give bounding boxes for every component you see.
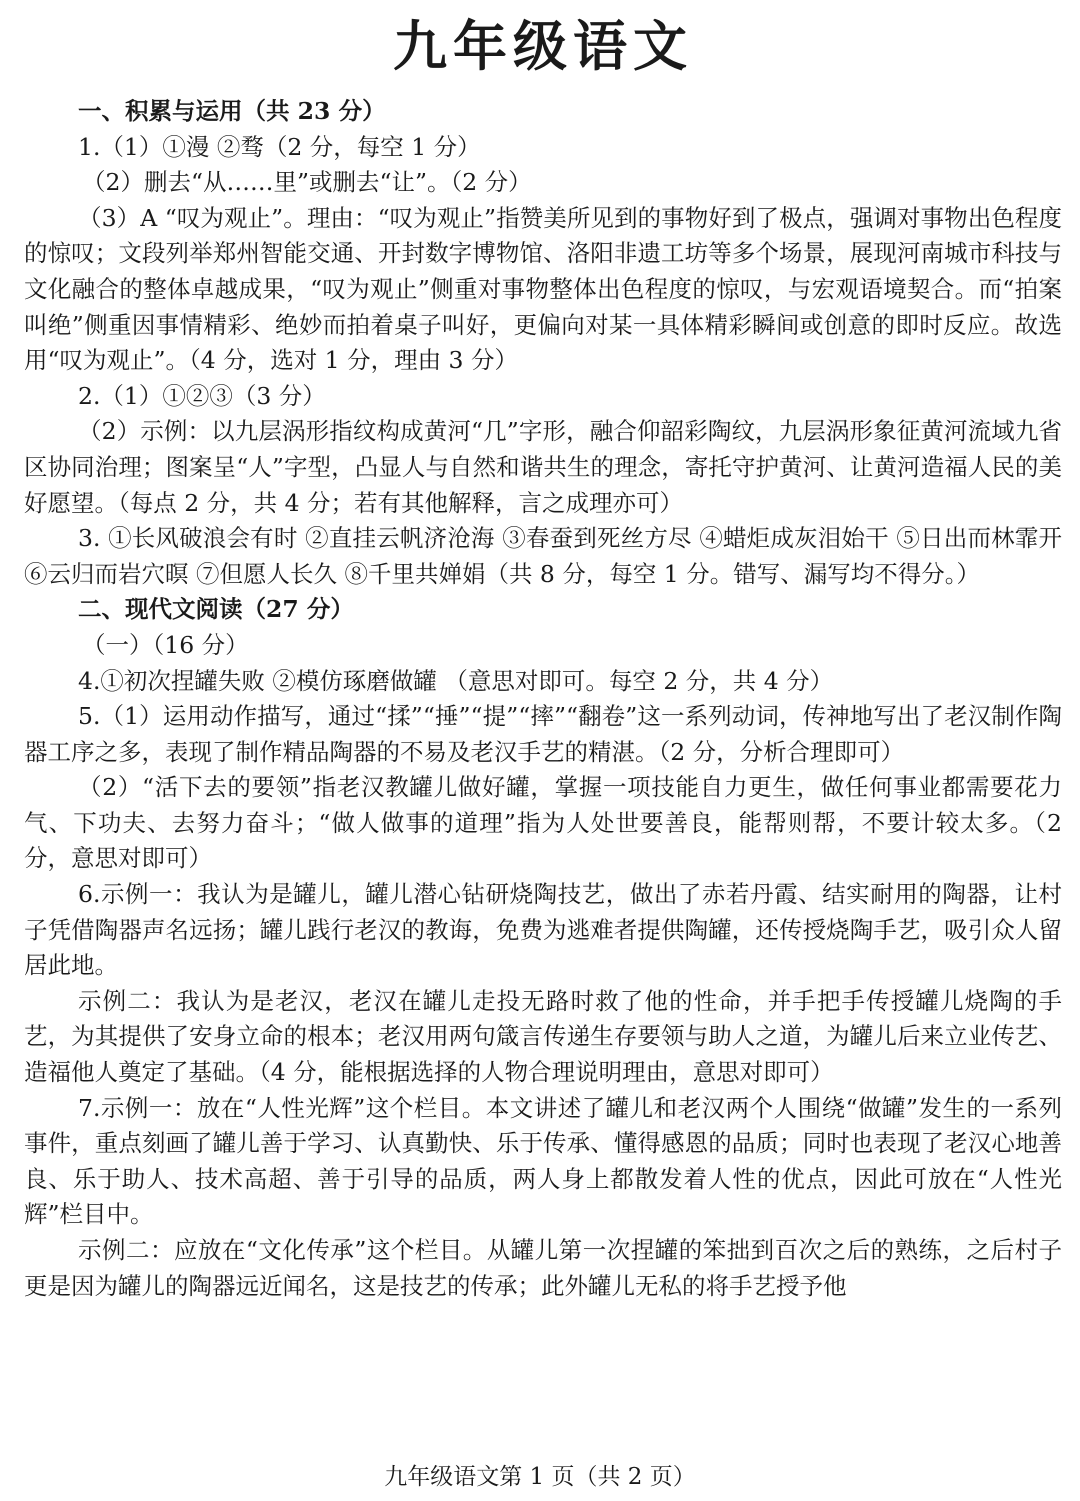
answer-q1-3: （3）A “叹为观止”。理由：“叹为观止”指赞美所见到的事物好到了极点，强调对事物出色程度的惊叹；文段列举郑州智能交通、开封数字博物馆、洛阳非遗工坊等多个场景，展现河南城市科技与文化融合的整体卓越成果，“叹为观止”侧重对事物整体出色程度的惊叹，与宏观语境契合。而“拍案叫绝”侧重因事情精彩、绝妙而拍着桌子叫好，更偏向对某一具体精彩瞬间或创意的即时反应。故选用“叹为观止”。（4 分，选对 1 分，理由 3 分） <box>24 203 1062 375</box>
subsection-heading-1: （一）（16 分） <box>82 630 249 659</box>
answer-q7-example-1: 7.示例一：放在“人性光辉”这个栏目。本文讲述了罐儿和老汉两个人围绕“做罐”发生的一系列事件，重点刻画了罐儿善于学习、认真勤快、乐于传承、懂得感恩的品质；同时也表现了老汉心地善良、乐于助人、技术高超、善于引导的品质，两人身上都散发着人性的优点，因此可放在“人性光辉”栏目中。 <box>24 1093 1062 1229</box>
answer-q5-1: 5.（1）运用动作描写，通过“揉”“捶”“提”“摔”“翻卷”这一系列动词，传神地写出了老汉制作陶器工序之多，表现了制作精品陶器的不易及老汉手艺的精湛。（2 分，分析合理即可） <box>24 702 1062 766</box>
answer-q6-example-2: 示例二：我认为是老汉，老汉在罐儿走投无路时救了他的性命，并手把手传授罐儿烧陶的手艺，为其提供了安身立命的根本；老汉用两句箴言传递生存要领与助人之道，为罐儿后来立业传艺、造福他人奠定了基础。（4 分，能根据选择的人物合理说明理由，意思对即可） <box>24 986 1062 1087</box>
answer-q1-2: （2）删去“从……里”或删去“让”。（2 分） <box>82 168 532 197</box>
section-heading-accumulation: 一、积累与运用（共 23 分） <box>78 97 386 125</box>
answer-q5-2: （2）“活下去的要领”指老汉教罐儿做好罐，掌握一项技能自力更生，做任何事业都需要花力气、下功夫、去努力奋斗；“做人做事的道理”指为人处世要善良，能帮则帮，不要计较太多。（2 分，意思对即可） <box>24 773 1062 873</box>
section-heading-reading: 二、现代文阅读（27 分） <box>78 595 354 624</box>
answer-q6-example-1: 6.示例一：我认为是罐儿，罐儿潜心钻研烧陶技艺，做出了赤若丹霞、结实耐用的陶器，让村子凭借陶器声名远扬；罐儿践行老汉的教诲，免费为逃难者提供陶罐，还传授烧陶手艺，吸引众人留居此地。 <box>24 880 1062 980</box>
answer-content <box>24 94 1062 1304</box>
page-footer: 九年级语文第 1 页（共 2 页） <box>384 1464 696 1490</box>
answer-q2-1: 2.（1）①②③（3 分） <box>78 381 326 410</box>
answer-q1-1: 1.（1）①漫 ②骛（2 分，每空 1 分） <box>78 132 481 161</box>
page-title: 九年级语文 <box>393 14 693 78</box>
answer-q3: 3. ①长风破浪会有时 ②直挂云帆济沧海 ③春蚕到死丝方尽 ④蜡炬成灰泪始干 ⑤日出而林霏开 ⑥云归而岩穴暝 ⑦但愿人长久 ⑧千里共婵娟（共 8 分，每空 1 分。错写、漏写均不得分。） <box>24 524 1062 588</box>
answer-q4: 4.①初次捏罐失败 ②模仿琢磨做罐 （意思对即可。每空 2 分，共 4 分） <box>78 666 834 695</box>
answer-q7-example-2: 示例二：应放在“文化传承”这个栏目。从罐儿第一次捏罐的笨拙到百次之后的熟练，之后村子更是因为罐儿的陶器远近闻名，这是技艺的传承；此外罐儿无私的将手艺授予他 <box>24 1236 1062 1300</box>
answer-q2-2: （2）示例：以九层涡形指纹构成黄河“几”字形，融合仰韶彩陶纹，九层涡形象征黄河流域九省区协同治理；图案呈“人”字型，凸显人与自然和谐共生的理念，寄托守护黄河、让黄河造福人民的美好愿望。（每点 2 分，共 4 分；若有其他解释，言之成理亦可） <box>24 417 1062 517</box>
